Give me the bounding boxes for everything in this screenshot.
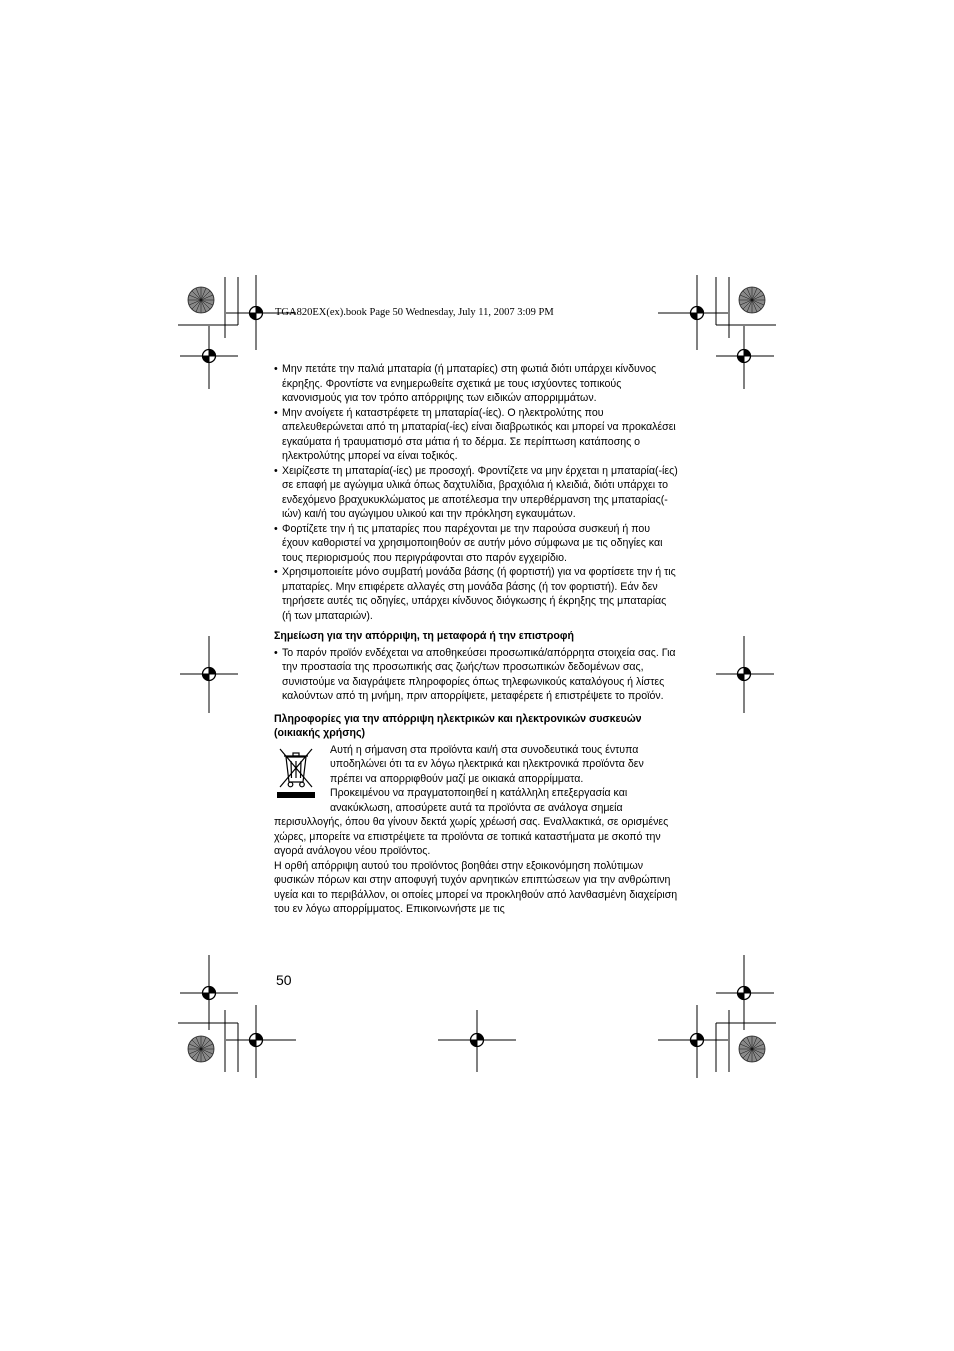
text-line: ανακύκλωση, αποσύρετε αυτά τα προϊόντα σε ανάλογα σημεία bbox=[330, 801, 623, 814]
weee-continuation: περισυλλογής, όπου θα γίνουν δεκτά χωρίς χρέωσή σας. Εναλλακτικά, σε ορισμένες χώρες, μπορείτε να επιστρέψετε τα προϊόντα σε τοπικά καταστήματα με σκοπό την αγορά ανάλογου νέου προϊόντος. bbox=[274, 816, 669, 857]
note-list bbox=[274, 646, 678, 704]
crossed-out-wheelie-bin-icon bbox=[274, 745, 318, 801]
text-line: υποδηλώνει ότι τα εν λόγω ηλεκτρικά και ηλεκτρονικά προϊόντα δεν bbox=[330, 758, 644, 770]
text-line: πρέπει να απορριφθούν μαζί με οικιακά απορρίμματα. bbox=[330, 772, 584, 785]
battery-safety-list bbox=[274, 362, 678, 623]
weee-heading-line2: (οικιακής χρήσης) bbox=[274, 727, 366, 739]
weee-block bbox=[274, 743, 678, 917]
page-content bbox=[274, 362, 678, 917]
list-item: • Χειρίζεστε τη μπαταρία(-ίες) με προσοχή. Φροντίζετε να μην έρχεται η μπαταρία(-ίες) σε επαφή με αγώγιμα υλικά όπως δαχτυλίδια, βραχιόλια ή κλειδιά, διότι υπάρχει το ενδεχόμενο βραχυκυκλώματος με αποτέλεσμα την υπερθέρμανση της μπαταρίας(-ιών) και/ή του αγώγιμου υλικού και την πρόκληση εγκαυμάτων. bbox=[274, 464, 678, 522]
weee-paragraph-2: Η ορθή απόρριψη αυτού του προϊόντος βοηθάει στην εξοικονόμηση πολύτιμων φυσικών πόρων και στην αποφυγή τυχόν αρνητικών επιπτώσεων για την ανθρώπινη υγεία και το περιβάλλον, οι οποίες μπορεί να προκληθούν από λανθασμένη διαχείριση του εν λόγω απορρίμματος. Επικοινωνήστε με τις bbox=[274, 859, 678, 915]
note-heading: Σημείωση για την απόρριψη, τη μεταφορά ή την επιστροφή bbox=[274, 630, 574, 642]
weee-heading-line1: Πληροφορίες για την απόρριψη ηλεκτρικών και ηλεκτρονικών συσκευών bbox=[274, 712, 642, 725]
weee-heading bbox=[274, 712, 678, 741]
text-line: Προκειμένου να πραγματοποιηθεί η κατάλληλη επεξεργασία και bbox=[330, 787, 628, 799]
list-item: • Μην ανοίγετε ή καταστρέφετε τη μπαταρία(-ίες). Ο ηλεκτρολύτης που απελευθερώνεται από τη μπαταρία(-ίες) είναι διαβρωτικός και μπορεί να προκαλέσει εγκαύματα ή τραυματισμό στα μάτια ή το δέρμα. Σε περίπτωση κατάποσης ο ηλεκτρολύτης μπορεί να είναι τοξικός. bbox=[274, 406, 678, 464]
weee-indented-text bbox=[274, 743, 678, 816]
list-item: • Μην πετάτε την παλιά μπαταρία (ή μπαταρίες) στη φωτιά διότι υπάρχει κίνδυνος έκρηξης. Φροντίστε να ενημερωθείτε σχετικά με τους ισχύοντες τοπικούς κανονισμούς για τον τρόπο απόρριψης των ειδικών απορριμμάτων. bbox=[274, 362, 678, 406]
text-line: Αυτή η σήμανση στα προϊόντα και/ή στα συνοδευτικά τους έντυπα bbox=[330, 743, 639, 756]
list-item: • Το παρόν προϊόν ενδέχεται να αποθηκεύσει προσωπικά/απόρρητα στοιχεία σας. Για την προστασία της προσωπικής σας ζωής/των προσωπικών δεδομένων σας, συνιστούμε να διαγράψετε πληροφορίες όπως τηλεφωνικούς καταλόγους ή λίστες καλούντων από τη μνήμη, πριν απορρίψετε, μεταφέρετε ή επιστρέψετε το προϊόν. bbox=[274, 646, 678, 704]
print-header: TGA820EX(ex).book Page 50 Wednesday, July 11, 2007 3:09 PM bbox=[275, 307, 554, 318]
list-item: • Χρησιμοποιείτε μόνο συμβατή μονάδα βάσης (ή φορτιστή) για να φορτίσετε την ή τις μπαταρίες. Μην επιφέρετε αλλαγές στη μονάδα βάσης (ή τον φορτιστή). Εάν δεν τηρήσετε αυτές τις οδηγίες, υπάρχει κίνδυνος διόγκωσης ή έκρηξης της μπαταρίας (ή των μπαταριών). bbox=[274, 565, 678, 623]
list-item: • Φορτίζετε την ή τις μπαταρίες που παρέχονται με την παρούσα συσκευή ή που έχουν καθοριστεί να χρησιμοποιηθούν σε αυτήν μόνο σύμφωνα με τις οδηγίες και τους περιορισμούς που περιγράφονται στο παρόν εγχειρίδιο. bbox=[274, 522, 678, 566]
page-number: 50 bbox=[276, 972, 292, 988]
